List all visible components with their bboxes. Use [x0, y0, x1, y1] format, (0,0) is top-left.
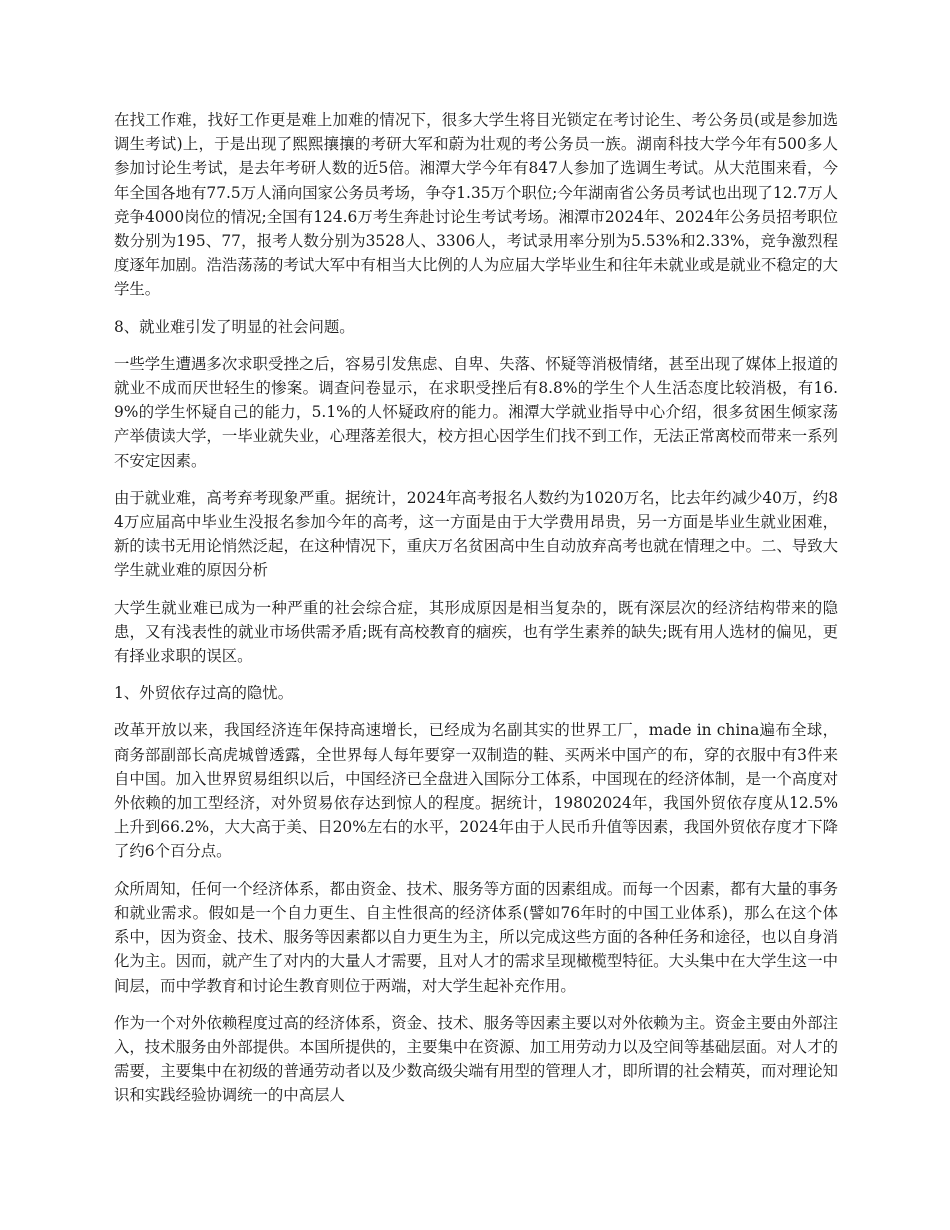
- paragraph-negative-emotions: 一些学生遭遇多次求职受挫之后，容易引发焦虑、自卑、失落、怀疑等消极情绪，甚至出现了媒体上报道的就业不成而厌世轻生的惨案。调查问卷显示，在求职受挫后有8.8%的学生个人生活态度比较消极，有16.9%的学生怀疑自己的能力，5.1%的人怀疑政府的能力。湘潭大学就业指导中心介绍，很多贫困生倾家荡产举债读大学，一毕业就失业，心理落差很大，校方担心因学生们找不到工作，无法正常离校而带来一系列不安定因素。: [114, 354, 838, 470]
- heading-social-problems: 8、就业难引发了明显的社会问题。: [114, 317, 355, 336]
- heading-foreign-trade-dependence: 1、外贸依存过高的隐忧。: [114, 684, 294, 703]
- paragraph-world-factory: 改革开放以来，我国经济连年保持高速增长，已经成为名副其实的世界工厂，made in china遍布全球，商务部副部长高虎城曾透露，全世界每人每年要穿一双制造的鞋、买两米中国产的布，穿的衣服中有3件来自中国。加入世界贸易组织以后，中国经济已全盘进入国际分工体系，中国现在的经济体制，是一个高度对外依赖的加工型经济，对外贸易依存达到惊人的程度。据统计，19802024年，我国外贸依存度从12.5%上升到66.2%，大大高于美、日20%左右的水平，2024年由于人民币升值等因素，我国外贸依存度才下降了约6个百分点。: [114, 721, 838, 861]
- document-page: [114, 108, 838, 1121]
- paragraph-exam-boom: 在找工作难，找好工作更是难上加难的情况下，很多大学生将目光锁定在考讨论生、考公务员(或是参加选调生考试)上，于是出现了熙熙攘攘的考研大军和蔚为壮观的考公务员一族。湖南科技大学今年有500多人参加讨论生考试，是去年考研人数的近5倍。湘潭大学今年有847人参加了选调生考试。从大范围来看，今年全国各地有77.5万人涌向国家公务员考场，争夺1.35万个职位;今年湖南省公务员考试也出现了12.7万人竞争4000岗位的情况;全国有124.6万考生奔赴讨论生考试考场。湘潭市2024年、2024年公务员招考职位数分别为195、77，报考人数分别为3528人、3306人，考试录用率分别为5.53%和2.33%，竞争激烈程度逐年加剧。浩浩荡荡的考试大军中有相当大比例的人为应届大学毕业生和往年未就业或是就业不稳定的大学生。: [114, 111, 838, 299]
- paragraph-gaokao-dropout: 由于就业难，高考弃考现象严重。据统计，2024年高考报名人数约为1020万名，比去年约减少40万，约84万应届高中毕业生没报名参加今年的高考，这一方面是由于大学费用昂贵，另一方面是毕业生就业困难，新的读书无用论悄然泛起，在这种情况下，重庆万名贫困高中生自动放弃高考也就在情理之中。二、导致大学生就业难的原因分析: [114, 488, 838, 580]
- paragraph-external-dependence: 作为一个对外依赖程度过高的经济体系，资金、技术、服务等因素主要以对外依赖为主。资金主要由外部注入，技术服务由外部提供。本国所提供的，主要集中在资源、加工用劳动力以及空间等基础层面。对人才的需要，主要集中在初级的普通劳动者以及少数高级尖端有用型的管理人才，即所谓的社会精英，而对理论知识和实践经验协调统一的中高层人: [114, 1013, 838, 1105]
- paragraph-causes-overview: 大学生就业难已成为一种严重的社会综合症，其形成原因是相当复杂的，既有深层次的经济结构带来的隐患，又有浅表性的就业市场供需矛盾;既有高校教育的痼疾，也有学生素养的缺失;既有用人选材的偏见，更有择业求职的误区。: [114, 598, 838, 666]
- paragraph-economic-system: 众所周知，任何一个经济体系，都由资金、技术、服务等方面的因素组成。而每一个因素，都有大量的事务和就业需求。假如是一个自力更生、自主性很高的经济体系(譬如76年时的中国工业体系)，那么在这个体系中，因为资金、技术、服务等因素都以自力更生为主，所以完成这些方面的各种任务和途径，也以自身消化为主。因而，就产生了对内的大量人才需要，且对人才的需求呈现橄榄型特征。大头集中在大学生这一中间层，而中学教育和讨论生教育则位于两端，对大学生起补充作用。: [114, 879, 838, 995]
